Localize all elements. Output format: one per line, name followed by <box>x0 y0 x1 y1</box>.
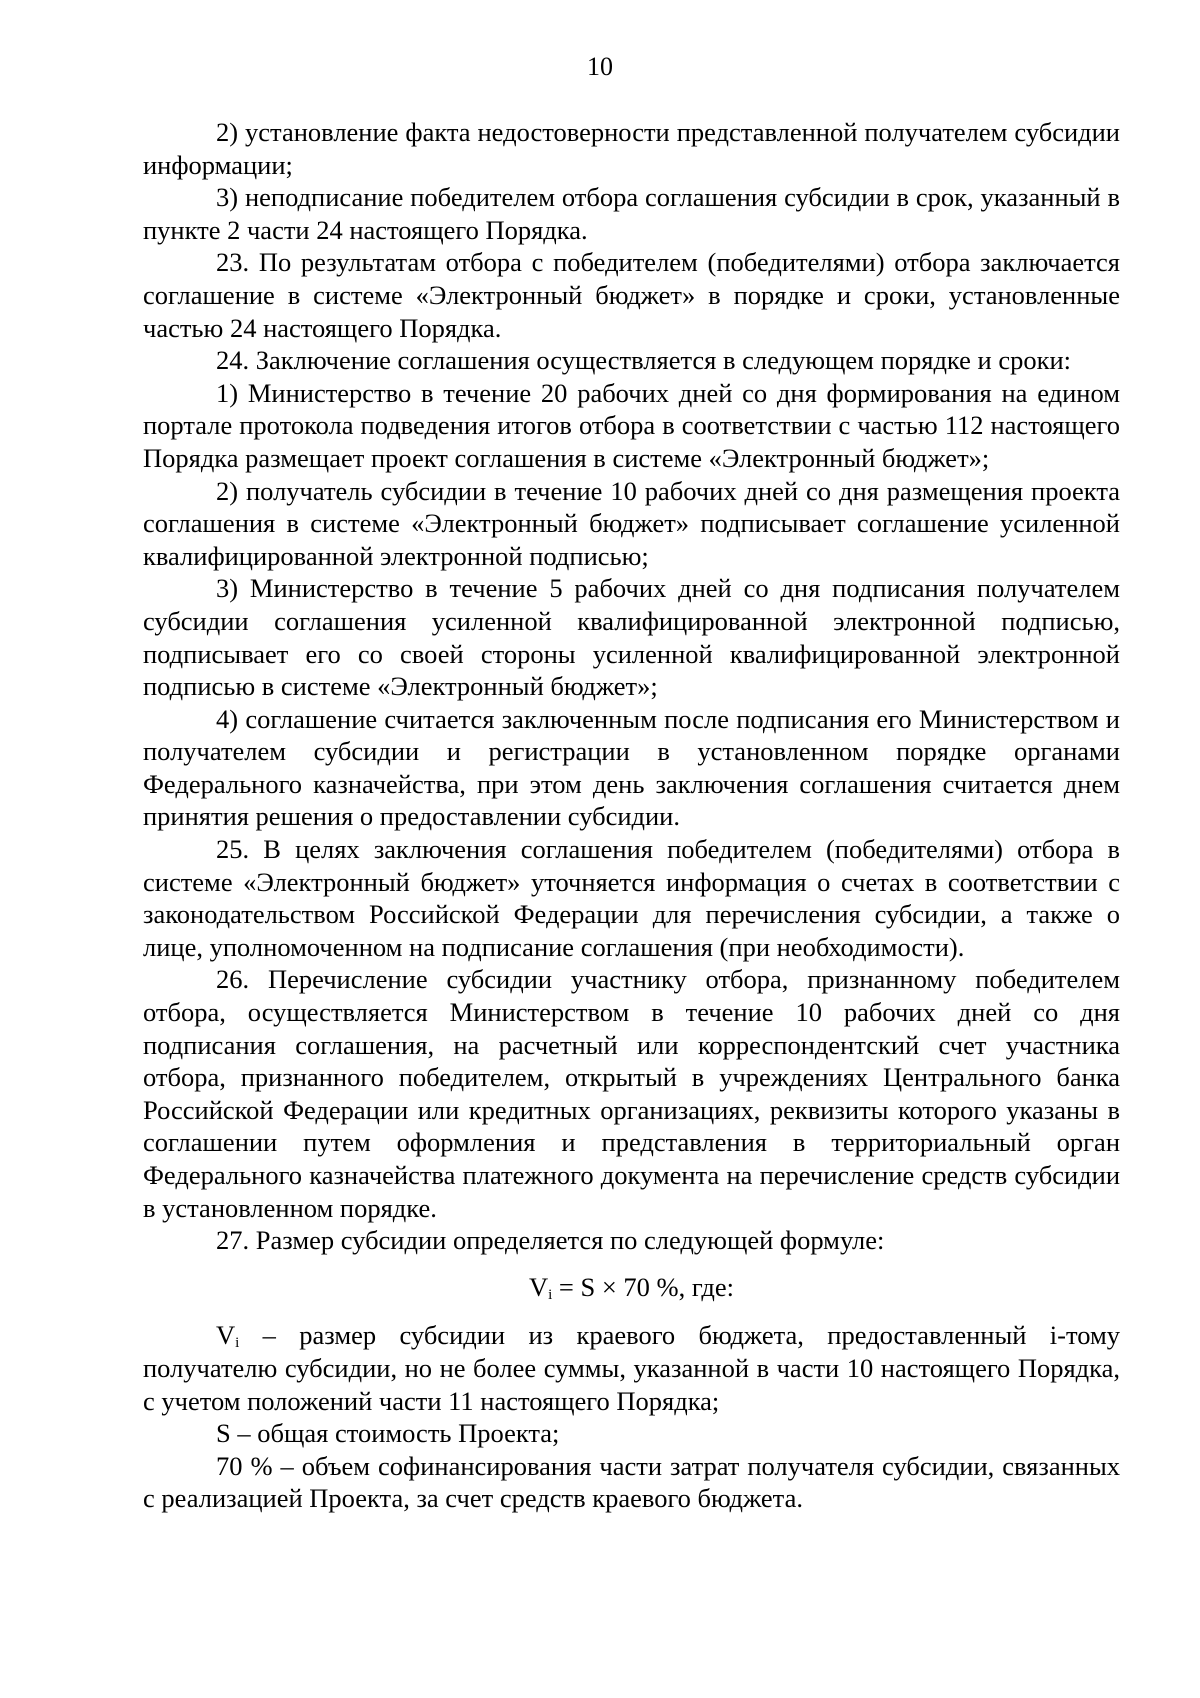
formula-variable: V <box>528 1271 549 1302</box>
paragraph-item-2: 2) установление факта недостоверности представленной получателем субсидии информации; <box>143 117 1120 180</box>
paragraph-24-item-3: 3) Министерство в течение 5 рабочих дней со дня подписания получателем субсидии соглашения усиленной квалифицированной электронной подписью, подписывает его со своей стороны усиленной квалифицированной электронной подписью в системе «Электронный бюджет»; <box>143 573 1120 702</box>
formula-definition-s: S – общая стоимость Проекта; <box>216 1418 560 1449</box>
document-body <box>143 116 1120 1515</box>
formula-definition-percent: 70 % – объем софинансирования части затрат получателя субсидии, связанных с реализацией Проекта, за счет средств краевого бюджета. <box>143 1450 1120 1514</box>
paragraph-24: 24. Заключение соглашения осуществляется в следующем порядке и сроки: <box>216 345 1072 376</box>
formula-definition-vi <box>143 1319 1120 1417</box>
page-number: 10 <box>587 52 613 81</box>
formula-rhs: = S × 70 %, где: <box>552 1271 735 1302</box>
paragraph-item-3: 3) неподписание победителем отбора соглашения субсидии в срок, указанный в пункте 2 части 24 настоящего Порядка. <box>143 182 1120 245</box>
paragraph-27: 27. Размер субсидии определяется по следующей формуле: <box>216 1225 885 1256</box>
subsidy-formula <box>143 1271 1120 1304</box>
paragraph-24-item-4: 4) соглашение считается заключенным после подписания его Министерством и получателем субсидии и регистрации в установленном порядке органами Федерального казначейства, при этом день заключения соглашения считается днем принятия решения о предоставлении субсидии. <box>143 703 1120 832</box>
definition-variable: V <box>216 1320 236 1351</box>
definition-variable-subscript: i <box>235 1335 240 1352</box>
formula-variable-subscript: i <box>548 1286 553 1303</box>
paragraph-26: 26. Перечисление субсидии участнику отбора, признанному победителем отбора, осуществляется Министерством в течение 10 рабочих дней со дня подписания соглашения, на расчетный или корреспондентский счет участника отбора, признанного победителем, открытый в учреждениях Центрального банка Российской Федерации или кредитных организациях, реквизиты которого указаны в соглашении путем оформления и представления в территориальный орган Федерального казначейства платежного документа на перечисление средств субсидии в установленном порядке. <box>143 964 1120 1223</box>
paragraph-24-item-1: 1) Министерство в течение 20 рабочих дней со дня формирования на едином портале протокола подведения итогов отбора в соответствии с частью 112 настоящего Порядка размещает проект соглашения в системе «Электронный бюджет»; <box>143 377 1120 473</box>
paragraph-24-item-2: 2) получатель субсидии в течение 10 рабочих дней со дня размещения проекта соглашения в системе «Электронный бюджет» подписывает соглашение усиленной квалифицированной электронной подписью; <box>143 475 1120 571</box>
definition-vi-text: – размер субсидии из краевого бюджета, предоставленный i-тому получателю субсидии, но не более суммы, указанной в части 10 настоящего Порядка, с учетом положений части 11 настоящего Порядка; <box>143 1320 1120 1416</box>
paragraph-25: 25. В целях заключения соглашения победителем (победителями) отбора в системе «Электронный бюджет» уточняется информация о счетах в соответствии с законодательством Российской Федерации для перечисления субсидии, а также о лице, уполномоченном на подписание соглашения (при необходимости). <box>143 834 1120 962</box>
paragraph-23: 23. По результатам отбора с победителем (победителями) отбора заключается соглашение в системе «Электронный бюджет» в порядке и сроки, установленные частью 24 настоящего Порядка. <box>143 247 1120 343</box>
